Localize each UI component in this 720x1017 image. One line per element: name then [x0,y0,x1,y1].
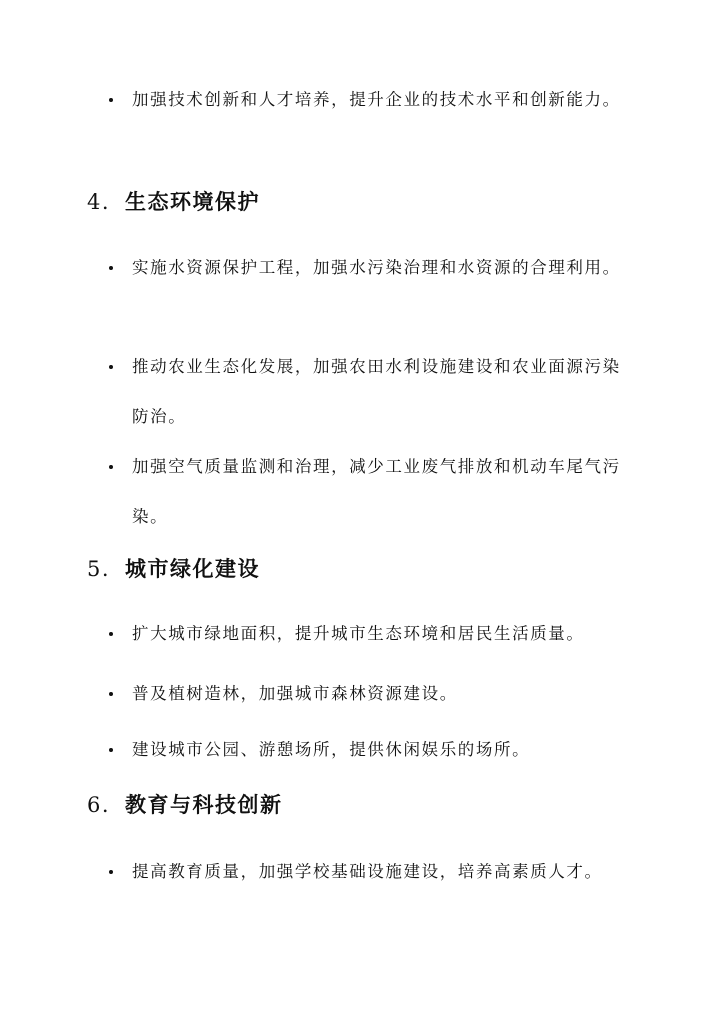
bullet-icon [109,632,113,636]
bullet-icon [109,98,113,102]
section-heading [87,791,283,819]
bullet-icon [109,365,113,369]
section-title: 生态环境保护 [125,189,260,214]
list-item-text: 提高教育质量，加强学校基础设施建设，培养高素质人才。 [132,862,603,881]
list-item-text: 实施水资源保护工程，加强水污染治理和水资源的合理利用。 [132,258,621,277]
section-heading [87,555,260,583]
section-number: 5. [87,557,111,581]
bullet-icon [109,465,113,469]
bullet-icon [109,692,113,696]
section-number: 6. [87,793,111,817]
list-item-text: 加强空气质量监测和治理，减少工业废气排放和机动车尾气污染。 [132,457,621,526]
section-title: 城市绿化建设 [125,556,260,581]
list-item-text: 扩大城市绿地面积，提升城市生态环境和居民生活质量。 [132,624,585,643]
section-title: 教育与科技创新 [125,792,283,817]
list-item-text: 建设城市公园、游憩场所，提供休闲娱乐的场所。 [132,740,531,759]
bullet-icon [109,748,113,752]
section-number: 4. [87,190,111,214]
list-item-text: 推动农业生态化发展，加强农田水利设施建设和农业面源污染防治。 [132,357,621,426]
list-item-text: 普及植树造林，加强城市森林资源建设。 [132,684,458,703]
section-heading [87,188,260,216]
list-item-text: 加强技术创新和人才培养，提升企业的技术水平和创新能力。 [132,90,621,109]
bullet-icon [109,266,113,270]
bullet-icon [109,870,113,874]
